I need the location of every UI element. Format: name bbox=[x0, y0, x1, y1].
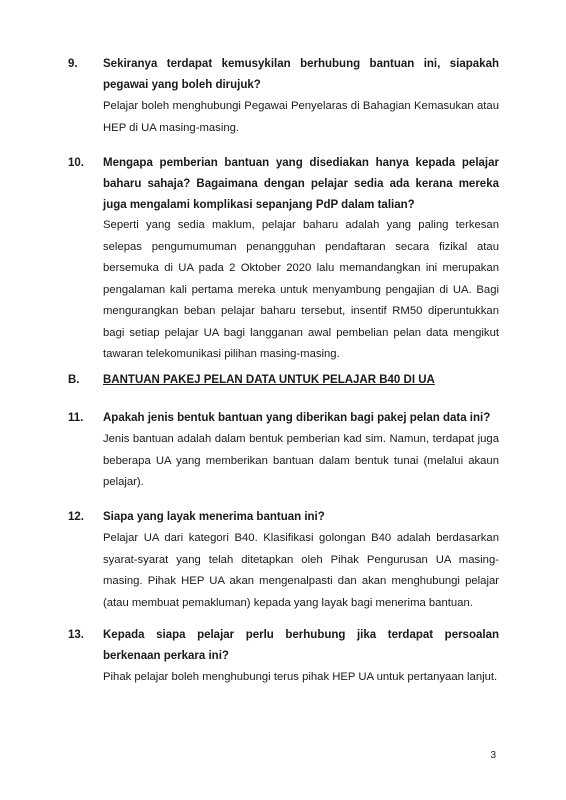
question-text: Siapa yang layak menerima bantuan ini? bbox=[103, 511, 325, 523]
item-number: 13. bbox=[68, 629, 84, 641]
page-number: 3 bbox=[490, 750, 496, 761]
answer-text: Jenis bantuan adalah dalam bentuk pemberian kad sim. Namun, terdapat juga beberapa UA yang memberikan bantuan dalam bentuk tunai (melalui akaun pelajar). bbox=[103, 433, 499, 488]
answer-text: Pelajar boleh menghubungi Pegawai Penyelaras di Bahagian Kemasukan atau HEP di UA masing-masing. bbox=[103, 100, 499, 134]
item-number: 10. bbox=[68, 157, 84, 169]
question-text: Sekiranya terdapat kemusykilan berhubung bantuan ini, siapakah pegawai yang boleh dirujuk? bbox=[103, 58, 499, 91]
section-title: BANTUAN PAKEJ PELAN DATA UNTUK PELAJAR B40 DI UA bbox=[103, 374, 435, 386]
question-text: Mengapa pemberian bantuan yang disediakan hanya kepada pelajar baharu sahaja? Bagaimana dengan pelajar sedia ada kerana mereka juga mengalami komplikasi sepanjang PdP dalam talian? bbox=[103, 157, 499, 211]
item-number: 9. bbox=[68, 58, 78, 70]
section-letter: B. bbox=[68, 374, 80, 386]
question-text: Apakah jenis bentuk bantuan yang diberikan bagi pakej pelan data ini? bbox=[103, 412, 491, 424]
item-number: 11. bbox=[68, 412, 84, 424]
question-text: Kepada siapa pelajar perlu berhubung jika terdapat persoalan berkenaan perkara ini? bbox=[103, 629, 499, 662]
item-number: 12. bbox=[68, 511, 84, 523]
answer-text: Pihak pelajar boleh menghubungi terus pihak HEP UA untuk pertanyaan lanjut. bbox=[103, 671, 498, 683]
answer-text: Pelajar UA dari kategori B40. Klasifikasi golongan B40 adalah berdasarkan syarat-syarat yang telah ditetapkan oleh Pihak Pengurusan UA masing-masing. Pihak HEP UA akan mengenalpasti dan akan menghubungi pelajar (atau membuat pemakluman) kepada yang layak bagi menerima bantuan. bbox=[103, 532, 499, 609]
answer-text: Seperti yang sedia maklum, pelajar baharu adalah yang paling terkesan selepas pengumumuman penangguhan pendaftaran secara fizikal atau bersemuka di UA pada 2 Oktober 2020 lalu memandangkan ini merupakan pengalaman kali pertama mereka untuk menyambung pengajian di UA. Bagi mengurangkan beban pelajar baharu tersebut, insentif RM50 diperuntukkan bagi setiap pelajar UA bagi langganan awal pembelian pelan data mengikut tawaran telekomunikasi pilihan masing-masing. bbox=[103, 219, 499, 360]
